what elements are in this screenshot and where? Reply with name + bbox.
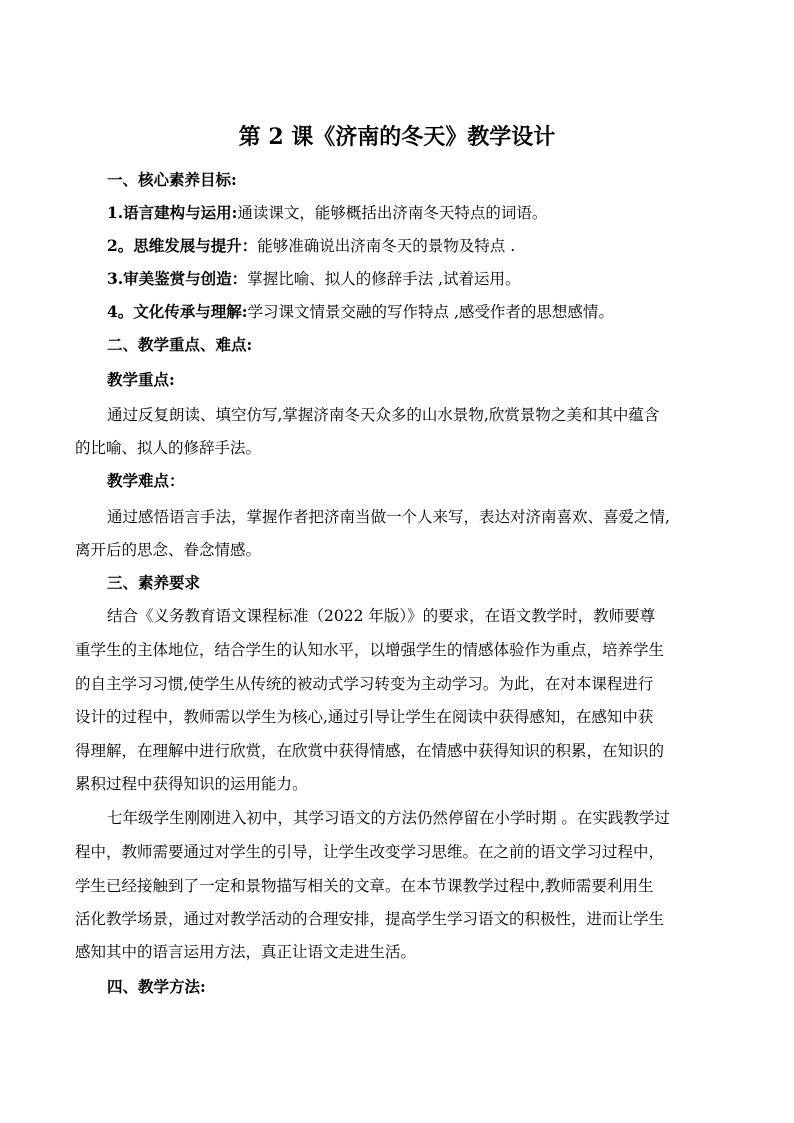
objective-item-4 — [107, 300, 614, 324]
paragraph-line: 得理解，在理解中进行欣赏，在欣赏中获得情感，在情感中获得知识的积累，在知识的 — [75, 742, 665, 760]
paragraph-line: 学生已经接触到了一定和景物描写相关的文章。在本节课教学过程中,教师需要利用生 — [75, 877, 654, 895]
objective-label: 4。文化传承与理解: — [107, 302, 248, 321]
key-points-line: 的比喻、拟人的修辞手法。 — [75, 439, 262, 457]
difficulty-line: 离开后的思念、眷念情感。 — [75, 541, 262, 559]
paragraph-line: 活化教学场景，通过对教学活动的合理安排，提高学生学习语文的积极性，进而让学生 — [75, 910, 665, 928]
section3-heading: 三、素养要求 — [107, 573, 201, 592]
objective-text: 通读课文，能够概括出济南冬天特点的词语。 — [237, 204, 548, 222]
section4-heading: 四、教学方法: — [107, 977, 206, 996]
paragraph-line: 设计的过程中，教师需以学生为核心,通过引导让学生在阅读中获得感知，在感知中获 — [75, 708, 654, 726]
section2-heading: 二、教学重点、难点: — [107, 335, 253, 354]
key-points-label: 教学重点: — [107, 370, 175, 389]
objective-item-3 — [107, 267, 521, 291]
document-title: 第 2 课《济南的冬天》教学设计 — [238, 124, 556, 150]
objective-label: 2。思维发展与提升： — [107, 236, 258, 255]
objective-text: 掌握比喻、拟人的修辞手法 ,试着运用。 — [247, 270, 521, 288]
key-points-line: 通过反复朗读、填空仿写,掌握济南冬天众多的山水景物,欣赏景物之美和其中蕴含 — [107, 406, 660, 424]
paragraph-line: 重学生的主体地位，结合学生的认知水平，以增强学生的情感体验作为重点，培养学生 — [75, 641, 665, 659]
difficulty-line: 通过感悟语言手法，掌握作者把济南当做一个人来写，表达对济南喜欢、喜爱之情, — [107, 508, 670, 526]
objective-label: 3.审美鉴赏与创造： — [107, 269, 248, 288]
objective-text: 能够准确说出济南冬天的景物及特点 . — [257, 237, 516, 255]
objective-label: 1.语言建构与运用: — [107, 203, 238, 222]
paragraph-line: 结合《义务教育语文课程标准（2022 年版）》的要求，在语文教学时，教师要尊 — [107, 607, 656, 625]
paragraph-line: 程中，教师需要通过对学生的引导，让学生改变学习思维。在之前的语文学习过程中， — [75, 843, 665, 861]
section1-heading: 一、核心素养目标: — [107, 170, 237, 189]
difficulty-label: 教学难点： — [107, 471, 185, 490]
objective-item-1 — [107, 201, 547, 225]
paragraph-line: 累积过程中获得知识的运用能力。 — [75, 775, 308, 793]
paragraph-line: 七年级学生刚刚进入初中，其学习语文的方法仍然停留在小学时期 。在实践教学过 — [107, 809, 670, 827]
objective-item-2 — [107, 234, 515, 258]
paragraph-line: 感知其中的语言运用方法，真正让语文走进生活。 — [75, 943, 417, 961]
objective-text: 学习课文情景交融的写作特点 ,感受作者的思想感情。 — [247, 303, 614, 321]
paragraph-line: 的自主学习习惯,使学生从传统的被动式学习转变为主动学习。为此，在对本课程进行 — [75, 675, 654, 693]
